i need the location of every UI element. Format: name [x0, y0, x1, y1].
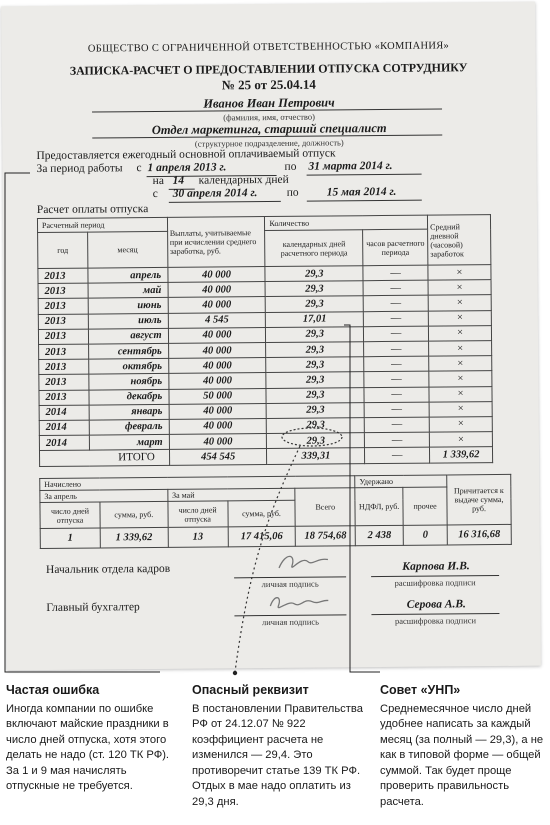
row-avg: × — [428, 295, 491, 311]
row-month: январь — [89, 404, 169, 420]
row-amount: 40 000 — [169, 403, 267, 419]
note-advice-title: Совет «УНП» — [380, 683, 461, 697]
organization-name: ОБЩЕСТВО С ОГРАНИЧЕННОЙ ОТВЕТСТВЕННОСТЬЮ «КОМПАНИЯ» — [87, 40, 450, 55]
dates-from-prefix: с — [152, 187, 158, 201]
period-label: За период работы — [36, 162, 123, 176]
row-days: 29,3 — [266, 387, 364, 403]
row-amount: 40 000 — [169, 434, 267, 450]
row-hours: — — [364, 402, 429, 418]
duration-days: 14 — [172, 174, 185, 187]
row-year: 2013 — [38, 314, 88, 330]
accrued-header: Начислено — [40, 476, 355, 491]
duration-suffix: календарных дней — [198, 173, 289, 187]
document-title: ЗАПИСКА-РАСЧЕТ О ПРЕДОСТАВЛЕНИИ ОТПУСКА СОТРУДНИКУ — [69, 60, 468, 78]
row-month: март — [89, 434, 169, 450]
total-value: 18 754,68 — [296, 526, 356, 547]
row-year: 2014 — [39, 405, 89, 421]
total-label: ИТОГО — [39, 450, 169, 467]
row-avg: × — [428, 325, 491, 341]
row-year: 2013 — [39, 390, 89, 406]
hr-name: Карпова И.В. — [402, 560, 470, 573]
row-amount: 40 000 — [169, 418, 267, 434]
note-common-error-title: Частая ошибка — [6, 683, 100, 697]
row-month: июль — [88, 313, 168, 329]
row-days: 29,3 — [266, 372, 364, 388]
row-amount: 40 000 — [168, 358, 266, 374]
may-days-value: 13 — [168, 527, 228, 548]
note-common-error — [6, 683, 176, 795]
period-to-prefix: по — [284, 160, 297, 173]
row-avg: × — [429, 341, 492, 357]
highlight-ellipse — [282, 428, 342, 446]
row-year: 2013 — [38, 329, 88, 345]
row-hours: — — [364, 417, 429, 433]
ndfl-value: 2 438 — [355, 525, 403, 545]
april-days-value: 1 — [40, 528, 100, 549]
other-value: 0 — [403, 525, 447, 545]
row-month: июнь — [88, 298, 168, 314]
row-amount: 50 000 — [169, 388, 267, 404]
row-days: 29,3 — [266, 296, 364, 312]
may-sum-value: 17 415,06 — [228, 526, 296, 547]
header-year: год — [38, 232, 88, 268]
row-amount: 40 000 — [168, 342, 266, 358]
row-days: 17,01 — [266, 311, 364, 327]
acc-sign-caption: личная подпись — [261, 616, 320, 628]
row-days: 29,3 — [267, 402, 365, 418]
row-year: 2013 — [39, 374, 89, 390]
connector-middle — [235, 446, 300, 672]
row-hours: — — [363, 280, 428, 296]
may-sum-header: сумма, руб. — [227, 500, 295, 527]
acc-decode-caption: расшифровка подписи — [394, 615, 477, 626]
row-year: 2014 — [39, 435, 89, 451]
note-advice — [380, 683, 546, 810]
april-header: За апрель — [40, 489, 168, 502]
may-header: За май — [168, 488, 296, 501]
connector-left — [5, 173, 160, 672]
row-year: 2013 — [39, 359, 89, 375]
dates-from: 30 апреля 2014 г. — [172, 187, 258, 200]
row-hours: — — [363, 311, 428, 327]
total-days: 339,31 — [267, 448, 365, 465]
total-header: Всего — [295, 488, 355, 527]
row-avg: × — [429, 401, 492, 417]
header-hours: часов расчетного периода — [363, 229, 428, 266]
dates-to: 15 мая 2014 г. — [326, 185, 397, 199]
row-avg: × — [429, 356, 492, 372]
calc-title: Расчет оплаты отпуска — [36, 203, 149, 217]
row-avg: × — [428, 265, 491, 281]
header-month: месяц — [87, 231, 167, 268]
employee-name: Иванов Иван Петрович — [203, 95, 335, 111]
period-from-prefix: с — [136, 162, 142, 175]
note-dangerous-field-title: Опасный реквизит — [192, 683, 309, 697]
april-sum-value: 1 339,62 — [100, 527, 168, 548]
total-avg: 1 339,62 — [430, 447, 493, 464]
note-common-error-text: Иногда компании по ошибке включают майские праздники в число дней отпуска, хотя этого делать не надо (ст. 120 ТК РФ). За 1 и 9 мая начислять отпускные не требуется. — [6, 702, 170, 792]
employee-department: Отдел маркетинга, старший специалист — [151, 120, 387, 138]
row-days: 29,3 — [265, 281, 363, 297]
payable-value: 16 316,68 — [447, 524, 511, 545]
row-avg: × — [428, 280, 491, 296]
department-caption: (структурное подразделение, должность) — [194, 137, 344, 149]
header-payments: Выплаты, учитываемые при исчислении среднего заработка, руб. — [167, 217, 265, 268]
row-month: апрель — [88, 267, 168, 283]
other-header: прочее — [403, 487, 447, 525]
period-from: 1 апреля 2013 г. — [147, 161, 227, 175]
row-year: 2013 — [38, 268, 88, 284]
hr-sign-caption: личная подпись — [261, 578, 319, 590]
row-year: 2013 — [39, 344, 89, 360]
leave-type: Предоставляется ежегодный основной оплачиваемый отпуск — [36, 147, 336, 163]
row-month: февраль — [89, 419, 169, 435]
row-days: 29,3 — [265, 266, 363, 282]
hr-role: Начальник отдела кадров — [45, 562, 171, 576]
row-days: 29,3 — [266, 357, 364, 373]
row-days: 29,3 — [267, 433, 365, 449]
row-month: август — [88, 328, 168, 344]
connector-middle-dot — [233, 671, 237, 675]
row-amount: 40 000 — [168, 282, 266, 298]
note-dangerous-field — [192, 683, 364, 810]
total-hours: — — [365, 447, 430, 464]
period-to: 31 марта 2014 г. — [308, 159, 393, 173]
duration-prefix: на — [152, 174, 164, 188]
document-number: № 25 от 25.04.14 — [221, 76, 316, 93]
hr-decode-caption: расшифровка подписи — [394, 577, 476, 588]
row-month: октябрь — [89, 359, 169, 375]
header-quantity: Количество — [265, 215, 428, 230]
row-avg: × — [429, 416, 492, 432]
note-dangerous-field-text: В постановлении Правительства РФ от 24.12.07 № 922 коэффициент расчета не изменился — 29,4. Это противоречит статье 139 ТК РФ. Отдых в мае надо оплатить из 29,3 дня. — [192, 702, 363, 808]
row-hours: — — [364, 341, 429, 357]
payable-header: Причитается к выдаче сумма, руб. — [447, 474, 511, 525]
row-hours: — — [364, 356, 429, 372]
row-amount: 40 000 — [168, 297, 266, 313]
header-cal-days: календарных дней расчетного периода — [265, 230, 363, 267]
row-days: 29,3 — [266, 326, 364, 342]
row-days: 29,3 — [267, 418, 365, 434]
row-amount: 4 545 — [168, 312, 266, 328]
header-period: Расчетный период — [37, 217, 167, 232]
row-avg: × — [429, 371, 492, 387]
total-amount: 454 545 — [169, 449, 267, 466]
row-year: 2014 — [39, 420, 89, 436]
row-hours: — — [365, 432, 430, 448]
employee-caption: (фамилия, имя, отчество) — [223, 111, 315, 123]
row-days: 29,3 — [266, 342, 364, 358]
row-avg: × — [429, 432, 492, 448]
row-month: май — [88, 283, 168, 299]
april-days-header: число дней отпуска — [40, 502, 100, 529]
row-month: декабрь — [89, 389, 169, 405]
acc-name: Серова А.В. — [406, 598, 466, 611]
acc-role: Главный бухгалтер — [46, 601, 140, 614]
header-avg: Средний дневной (часовой) заработок — [428, 215, 491, 266]
connector-right — [344, 325, 380, 672]
row-hours: — — [363, 296, 428, 312]
row-avg: × — [428, 310, 491, 326]
row-hours: — — [364, 326, 429, 342]
note-advice-text: Среднемесячное число дней удобнее написать за каждый месяц (за полный — 29,3), а не как в типовой форме — общей суммой. Так будет проще проверить правильность расчета. — [380, 702, 544, 808]
may-days-header: число дней отпуска — [168, 501, 228, 528]
row-amount: 40 000 — [168, 267, 266, 283]
dates-to-prefix: по — [286, 186, 299, 199]
row-amount: 40 000 — [169, 373, 267, 389]
row-month: сентябрь — [88, 343, 168, 359]
row-month: ноябрь — [89, 374, 169, 390]
row-avg: × — [429, 386, 492, 402]
ndfl-header: НДФЛ, руб. — [355, 487, 403, 525]
row-year: 2013 — [38, 298, 88, 314]
row-year: 2013 — [38, 283, 88, 299]
april-sum-header: сумма, руб. — [100, 501, 168, 528]
row-hours: — — [364, 387, 429, 403]
row-hours: — — [363, 265, 428, 281]
row-amount: 40 000 — [168, 327, 266, 343]
withheld-header: Удержано — [355, 475, 447, 488]
row-hours: — — [364, 371, 429, 387]
